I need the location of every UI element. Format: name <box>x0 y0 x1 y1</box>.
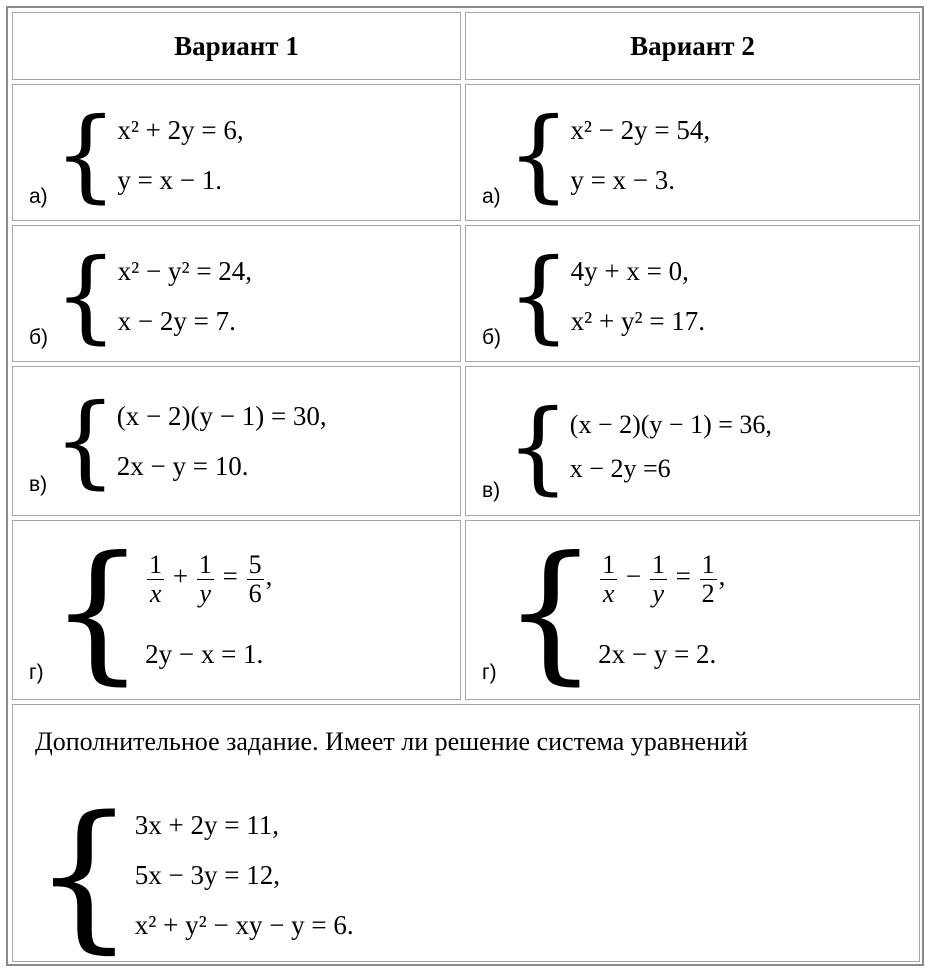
equation-line: x² − 2y = 54, <box>570 114 711 145</box>
curly-brace-icon: { <box>53 382 117 499</box>
item-label: б) <box>29 326 49 349</box>
system-v2-b <box>482 238 705 354</box>
equation-line: (x − 2)(y − 1) = 36, <box>569 410 772 440</box>
equation-line: 2y − x = 1. <box>145 639 264 670</box>
fraction-numerator: 1 <box>701 550 715 580</box>
fraction <box>650 551 667 607</box>
system-v1-b <box>29 238 252 354</box>
cell-v2-g <box>465 520 920 700</box>
fraction <box>700 551 717 607</box>
operator: + <box>172 561 189 592</box>
fraction-denominator: 2 <box>701 578 715 608</box>
item-label: а) <box>482 185 501 208</box>
cell-extra-task <box>12 704 920 968</box>
curly-brace-icon: { <box>54 237 118 354</box>
fraction-numerator: 1 <box>198 550 212 580</box>
item-label: в) <box>482 479 501 502</box>
fraction <box>247 551 264 607</box>
header-variant-1 <box>12 12 461 80</box>
equation-line: y = x − 3. <box>570 164 676 195</box>
equation-line: x − 2y = 7. <box>117 305 236 336</box>
header-variant-2 <box>465 12 920 80</box>
item-label: г) <box>482 661 497 684</box>
system-v1-v <box>29 381 327 501</box>
equation-line: 3x + 2y = 11, <box>134 809 279 840</box>
comma: , <box>265 561 273 592</box>
item-label: а) <box>29 185 48 208</box>
variants-table <box>6 6 924 966</box>
equation-line: x² − y² = 24, <box>117 255 253 286</box>
equation-line: 5x − 3y = 12, <box>134 859 281 890</box>
equation-line: x² + y² = 17. <box>570 305 706 336</box>
equation-line: 2x − y = 2. <box>598 639 717 670</box>
cell-v2-v <box>465 366 920 516</box>
equation-line-fractions <box>145 551 272 607</box>
fraction-denominator: x <box>149 578 162 608</box>
header-variant-2-text: Вариант 2 <box>630 30 755 61</box>
fraction-denominator: x <box>602 578 615 608</box>
extra-task-title: Дополнительное задание. Имеет ли решение система уравнений <box>35 727 748 756</box>
equation-line: x − 2y =6 <box>569 454 671 484</box>
equals-sign: = <box>675 561 691 592</box>
fraction-denominator: 6 <box>248 578 262 608</box>
equation-line: x² + y² − xy − y = 6. <box>134 909 354 940</box>
system-v2-g <box>482 525 726 699</box>
item-label: в) <box>29 473 48 496</box>
fraction <box>147 551 164 607</box>
system-v2-a <box>482 97 710 213</box>
equation-line: 4y + x = 0, <box>570 255 689 286</box>
equation-line: y = x − 1. <box>117 164 223 195</box>
system-v1-g <box>29 525 273 699</box>
cell-v1-v <box>12 366 461 516</box>
equation-line-fractions <box>598 551 725 607</box>
cell-v2-a <box>465 84 920 221</box>
system-extra <box>33 781 354 968</box>
fraction-denominator: y <box>652 578 665 608</box>
item-label: б) <box>482 326 502 349</box>
equals-sign: = <box>222 561 238 592</box>
fraction-denominator: y <box>199 578 212 608</box>
fraction-numerator: 5 <box>248 550 262 580</box>
fraction <box>600 551 617 607</box>
header-variant-1-text: Вариант 1 <box>174 30 299 61</box>
equation-line: x² + 2y = 6, <box>117 114 244 145</box>
fraction <box>197 551 214 607</box>
comma: , <box>718 561 726 592</box>
cell-v1-a <box>12 84 461 221</box>
system-v1-a <box>29 97 244 213</box>
fraction-numerator: 1 <box>149 550 163 580</box>
equation-line: (x − 2)(y − 1) = 30, <box>116 400 327 431</box>
curly-brace-icon: { <box>33 781 135 968</box>
equation-line: 2x − y = 10. <box>116 450 249 481</box>
curly-brace-icon: { <box>502 525 599 699</box>
fraction-numerator: 1 <box>651 550 665 580</box>
cell-v2-b <box>465 225 920 362</box>
curly-brace-icon: { <box>506 96 571 213</box>
curly-brace-icon: { <box>506 388 570 505</box>
curly-brace-icon: { <box>49 525 146 699</box>
curly-brace-icon: { <box>53 96 118 213</box>
operator: − <box>625 561 642 592</box>
cell-v1-g <box>12 520 461 700</box>
cell-v1-b <box>12 225 461 362</box>
fraction-numerator: 1 <box>602 550 616 580</box>
curly-brace-icon: { <box>507 237 571 354</box>
system-v2-v <box>482 387 772 507</box>
item-label: г) <box>29 661 44 684</box>
